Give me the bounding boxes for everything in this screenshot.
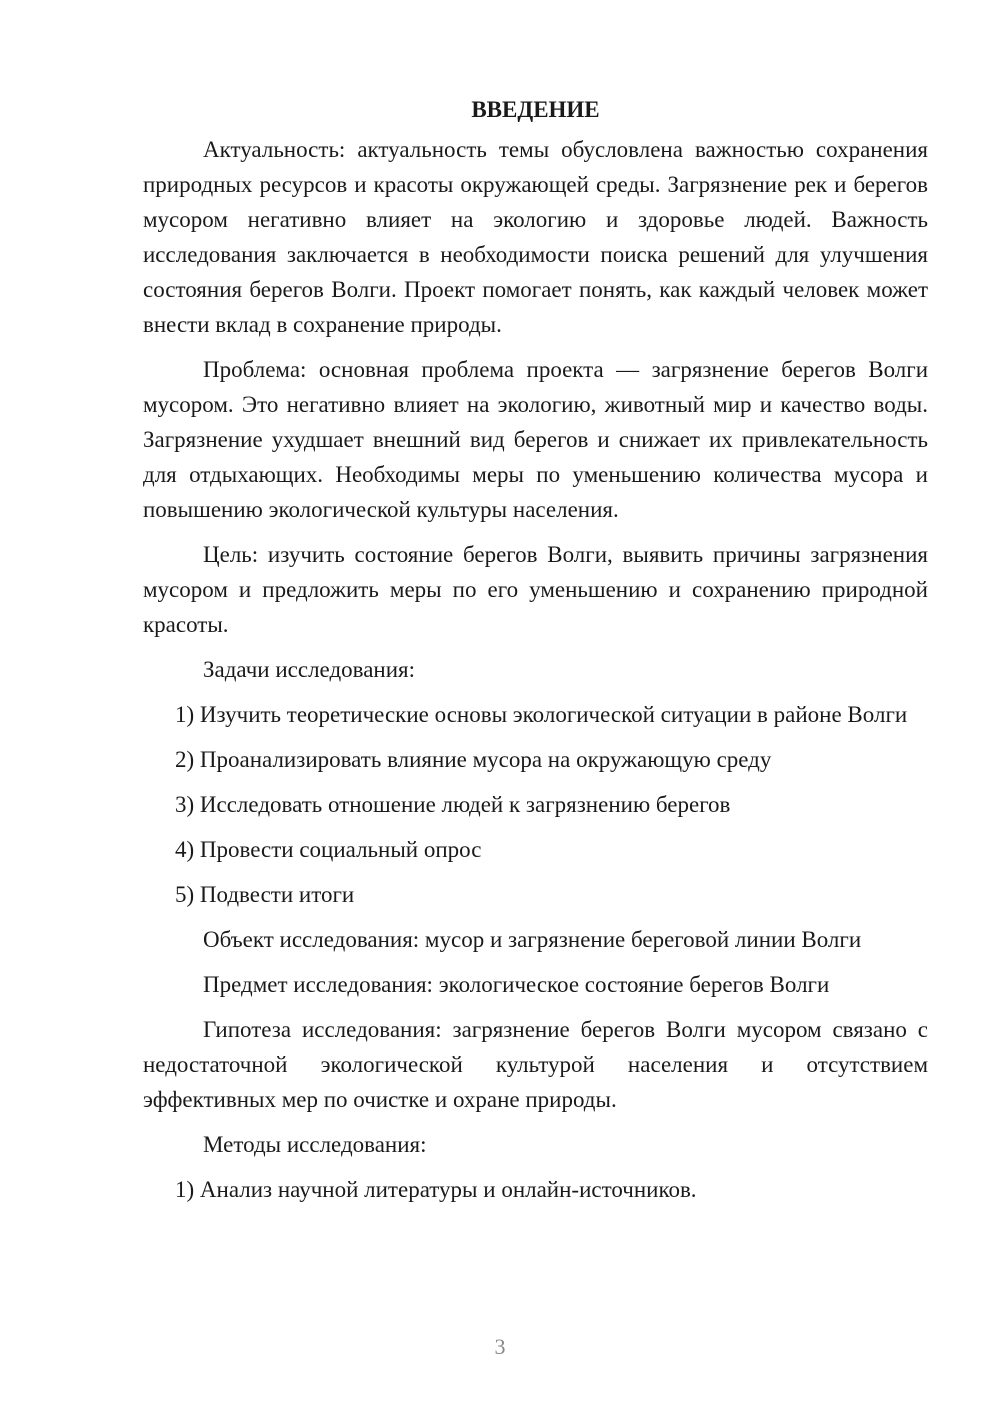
relevance-paragraph: Актуальность: актуальность темы обусловлена важностью сохранения природных ресурсов и красоты окружающей среды. Загрязнение рек и берегов мусором негативно влияет на экологию и здоровье людей. Важность исследования заключается в необходимости поиска решений для улучшения состояния берегов Волги. Проект помогает понять, как каждый человек может внести вклад в сохранение природы. (143, 137, 928, 337)
method-item-1: 1) Анализ научной литературы и онлайн-источников. (175, 1177, 697, 1202)
tasks-heading: Задачи исследования: (203, 657, 416, 682)
methods-heading: Методы исследования: (203, 1132, 427, 1157)
task-item-4: 4) Провести социальный опрос (175, 837, 482, 862)
goal-paragraph: Цель: изучить состояние берегов Волги, выявить причины загрязнения мусором и предложить меры по его уменьшению и сохранению природной красоты. (143, 542, 928, 637)
document-page (143, 92, 928, 1217)
task-item-5: 5) Подвести итоги (175, 882, 355, 907)
section-title: ВВЕДЕНИЕ (471, 97, 600, 122)
hypothesis-paragraph: Гипотеза исследования: загрязнение берегов Волги мусором связано с недостаточной экологической культурой населения и отсутствием эффективных мер по очистке и охране природы. (143, 1017, 928, 1112)
task-item-2: 2) Проанализировать влияние мусора на окружающую среду (175, 747, 772, 772)
page-number: 3 (494, 1334, 506, 1359)
subject-line: Предмет исследования: экологическое состояние берегов Волги (203, 972, 830, 997)
problem-paragraph: Проблема: основная проблема проекта — загрязнение берегов Волги мусором. Это негативно влияет на экологию, животный мир и качество воды. Загрязнение ухудшает внешний вид берегов и снижает их привлекательность для отдыхающих. Необходимы меры по уменьшению количества мусора и повышению экологической культуры населения. (143, 357, 928, 522)
task-item-1: 1) Изучить теоретические основы экологической ситуации в районе Волги (175, 702, 908, 727)
object-line: Объект исследования: мусор и загрязнение береговой линии Волги (203, 927, 862, 952)
task-item-3: 3) Исследовать отношение людей к загрязнению берегов (175, 792, 731, 817)
